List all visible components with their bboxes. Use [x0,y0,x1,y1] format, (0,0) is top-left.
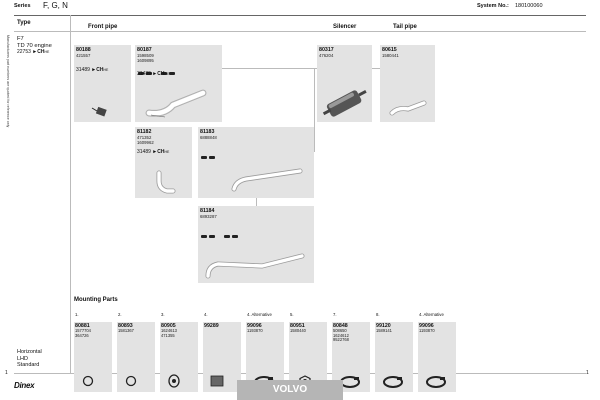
section-front-pipe: Front pipe [88,24,118,30]
fitting-icon [201,235,207,238]
part-code: 99096 [419,323,434,329]
mounting-part-label: 4. Alternative [247,312,272,317]
part-card-80615[interactable] [380,45,435,122]
fitting-indicators [200,149,216,167]
part-oe-list [419,329,435,334]
part-oe: 1589141 [376,328,392,333]
part-oe-list [376,329,392,334]
series-label: Series [14,3,31,9]
mounting-part-panel [418,322,456,392]
part-code: 99289 [204,323,219,329]
part-reference [76,67,108,73]
part-code: 80905 [161,323,176,329]
series-value: F, G, N [43,1,68,10]
part-oe: 6888848 [200,135,217,140]
disclaimer-note: Manufacturers part numbers are quoted for reference only [6,35,10,128]
mounting-part-panel [160,322,198,392]
part-code: 81184 [200,208,215,214]
part-oe-list [333,329,349,343]
section-rule [14,31,586,32]
mounting-part-80905[interactable] [160,312,198,392]
mounting-part-99120[interactable] [375,312,413,392]
ring-icon [121,373,149,389]
mounting-part-label: 8. [376,312,380,317]
part-card-81183[interactable] [198,127,314,198]
tail-pipe-drawing [388,93,430,119]
ring-icon [78,373,106,389]
system-label: System No.: [477,3,509,9]
part-code: 80188 [76,47,91,53]
system-value: 180100060 [515,3,543,9]
part-oe: 421557 [76,53,91,58]
fitting-icon [209,156,215,159]
section-silencer: Silencer [333,24,357,30]
mounting-part-label: 3. [161,312,165,317]
connector-line [314,68,315,152]
header-rule [14,15,586,16]
part-oe-list [75,329,91,338]
part-code: 81182 [137,129,152,135]
tube-icon [207,373,235,389]
ref-number: 31489 [137,149,151,155]
part-code: 80848 [333,323,348,329]
dinex-logo: Dinex [14,381,35,390]
type-column-rule [70,15,71,373]
part-oe: 476204 [319,53,334,58]
mounting-part-label: 1. [75,312,79,317]
mounting-part-label: 4. [204,312,208,317]
part-oe: 1598509 [137,53,154,58]
section-tail-pipe: Tail pipe [393,24,417,30]
bent-pipe-drawing [149,169,179,197]
brand-bar [237,380,343,400]
part-card-80187[interactable] [135,45,222,122]
type-ref-suffix: CH [37,49,45,55]
part-code: 80187 [137,47,152,53]
mounting-part-99289[interactable] [203,312,241,392]
part-oe: 1580440 [290,328,306,333]
part-oe: 508650 [333,328,347,333]
part-oe-list [161,329,177,338]
part-code: 80881 [75,323,90,329]
part-oe-list [247,329,263,334]
part-card-80188[interactable] [74,45,131,122]
mounting-heading: Mounting Parts [74,297,118,303]
part-oe: 1609895 [137,58,154,63]
part-oe: 364726 [75,332,89,338]
mounting-part-panel [203,322,241,392]
mounting-part-label: 4. Alternative [419,312,444,317]
mounting-part-panel [74,322,112,392]
part-code: 81183 [200,129,215,135]
part-code: 80615 [382,47,397,53]
arrow-icon: ► [32,49,38,55]
ref-small: HE [164,150,170,154]
long-pipe-drawing [202,248,312,280]
ref-suffix: CH [157,71,165,77]
type-reference [17,49,49,55]
part-oe: 9522768 [333,337,349,343]
mounting-part-panel [375,322,413,392]
part-oe: 1193870 [247,328,263,333]
arrow-icon: ► [152,71,158,77]
mounting-part-80881[interactable] [74,312,112,392]
part-oe: 471355 [161,332,175,338]
part-card-81184[interactable] [198,206,314,283]
part-oe: 1609962 [137,140,154,145]
type-lines [17,36,52,49]
page-number: 1 [5,370,8,376]
mounting-part-panel [117,322,155,392]
ref-suffix: CH [157,149,165,155]
brand-name: VOLVO [272,384,308,395]
front-pipe-drawing [143,87,217,119]
type-line: TD 70 engine [17,42,52,49]
right-number: 1 [586,370,589,376]
type-line: F7 [17,36,24,42]
part-reference [137,149,169,155]
fitting-icon [209,235,215,238]
vehicle-line: Horizontal [17,349,42,355]
part-card-81182[interactable] [135,127,192,198]
fitting-icon [224,235,230,238]
section-divider [309,31,311,32]
fitting-icon [201,156,207,159]
type-ref-small: HE [44,50,50,54]
clamp-icon [379,373,407,389]
part-oe: 471352 [137,135,152,140]
type-ref-number: 22753 [17,49,31,55]
part-oe: 1577704 [75,328,91,333]
part-oe-list [290,329,306,334]
arrow-icon: ► [152,149,158,155]
ref-number: 31489 [137,71,151,77]
part-code: 99120 [376,323,391,329]
ref-small: HE [164,72,170,76]
vehicle-line: Standard [17,362,40,368]
mounting-part-label: 7. [333,312,337,317]
clamp-icon [422,373,450,389]
mounting-part-label: 5. [290,312,294,317]
ref-suffix: CH [96,67,104,73]
part-card-80317[interactable] [317,45,372,122]
connector-line [372,68,380,69]
part-code: 80317 [319,47,334,53]
part-reference [137,71,169,77]
part-oe: 1193870 [419,328,435,333]
part-code: 80893 [118,323,133,329]
part-code: 80951 [290,323,305,329]
part-oe: 1580441 [382,53,399,58]
mounting-part-99096[interactable] [418,312,456,392]
part-oe: 1624613 [161,328,177,333]
part-oe-list [118,329,134,334]
part-oe: 6893287 [200,214,217,219]
part-oe: 1624612 [333,332,349,338]
mounting-part-label: 2. [118,312,122,317]
part-code: 99096 [247,323,262,329]
vehicle-line: LHD [17,355,29,362]
vehicle-info [17,349,42,369]
arrow-icon: ► [91,67,97,73]
connector-line [222,68,318,69]
fitting-icon [232,235,238,238]
type-heading: Type [17,20,31,26]
bolt-icon [88,102,112,118]
gasket-icon [164,373,192,389]
intermediate-pipe-drawing [228,165,308,195]
part-oe: 1581367 [118,328,134,333]
fitting-icon [169,72,175,75]
mounting-part-80893[interactable] [117,312,155,392]
silencer-drawing [319,85,371,119]
ref-number: 31489 [76,67,90,73]
ref-small: HE [103,68,109,72]
fitting-indicators [200,228,239,246]
